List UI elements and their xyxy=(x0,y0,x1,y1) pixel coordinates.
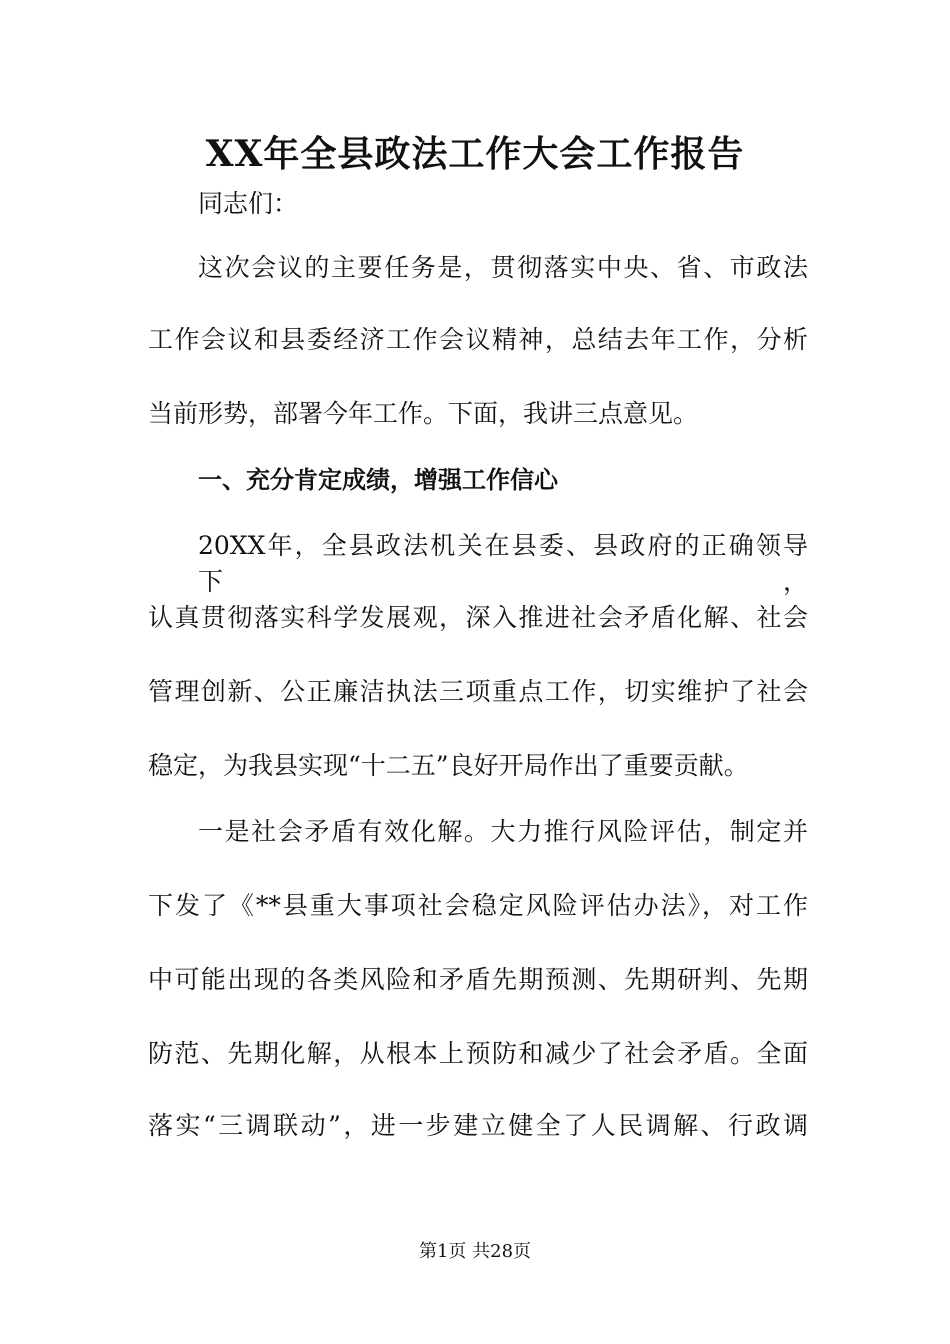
paragraph-line: 中可能出现的各类风险和矛盾先期预测、先期研判、先期 xyxy=(148,965,808,994)
paragraph-line: 20XX年，全县政法机关在县委、县政府的正确领导下， xyxy=(198,531,808,596)
document-title: XX年全县政法工作大会工作报告 xyxy=(205,133,745,175)
paragraph-line: 落实“三调联动”，进一步建立健全了人民调解、行政调 xyxy=(148,1111,808,1140)
paragraph-line: 一是社会矛盾有效化解。大力推行风险评估，制定并 xyxy=(198,817,808,846)
paragraph-line: 认真贯彻落实科学发展观，深入推进社会矛盾化解、社会 xyxy=(148,603,808,632)
page-number: 第1页 共28页 xyxy=(418,1241,532,1262)
paragraph-line: 稳定，为我县实现“十二五”良好开局作出了重要贡献。 xyxy=(148,751,749,780)
paragraph-line: 这次会议的主要任务是，贯彻落实中央、省、市政法 xyxy=(198,253,808,282)
paragraph-line: 下发了《**县重大事项社会稳定风险评估办法》，对工作 xyxy=(148,891,808,920)
paragraph-line: 防范、先期化解，从根本上预防和减少了社会矛盾。全面 xyxy=(148,1039,808,1068)
paragraph-line: 当前形势，部署今年工作。下面，我讲三点意见。 xyxy=(148,399,699,428)
paragraph-line: 管理创新、公正廉洁执法三项重点工作，切实维护了社会 xyxy=(148,677,808,706)
section-heading: 一、充分肯定成绩，增强工作信心 xyxy=(198,466,558,494)
salutation: 同志们： xyxy=(198,189,299,218)
paragraph-line: 工作会议和县委经济工作会议精神，总结去年工作，分析 xyxy=(148,325,808,354)
